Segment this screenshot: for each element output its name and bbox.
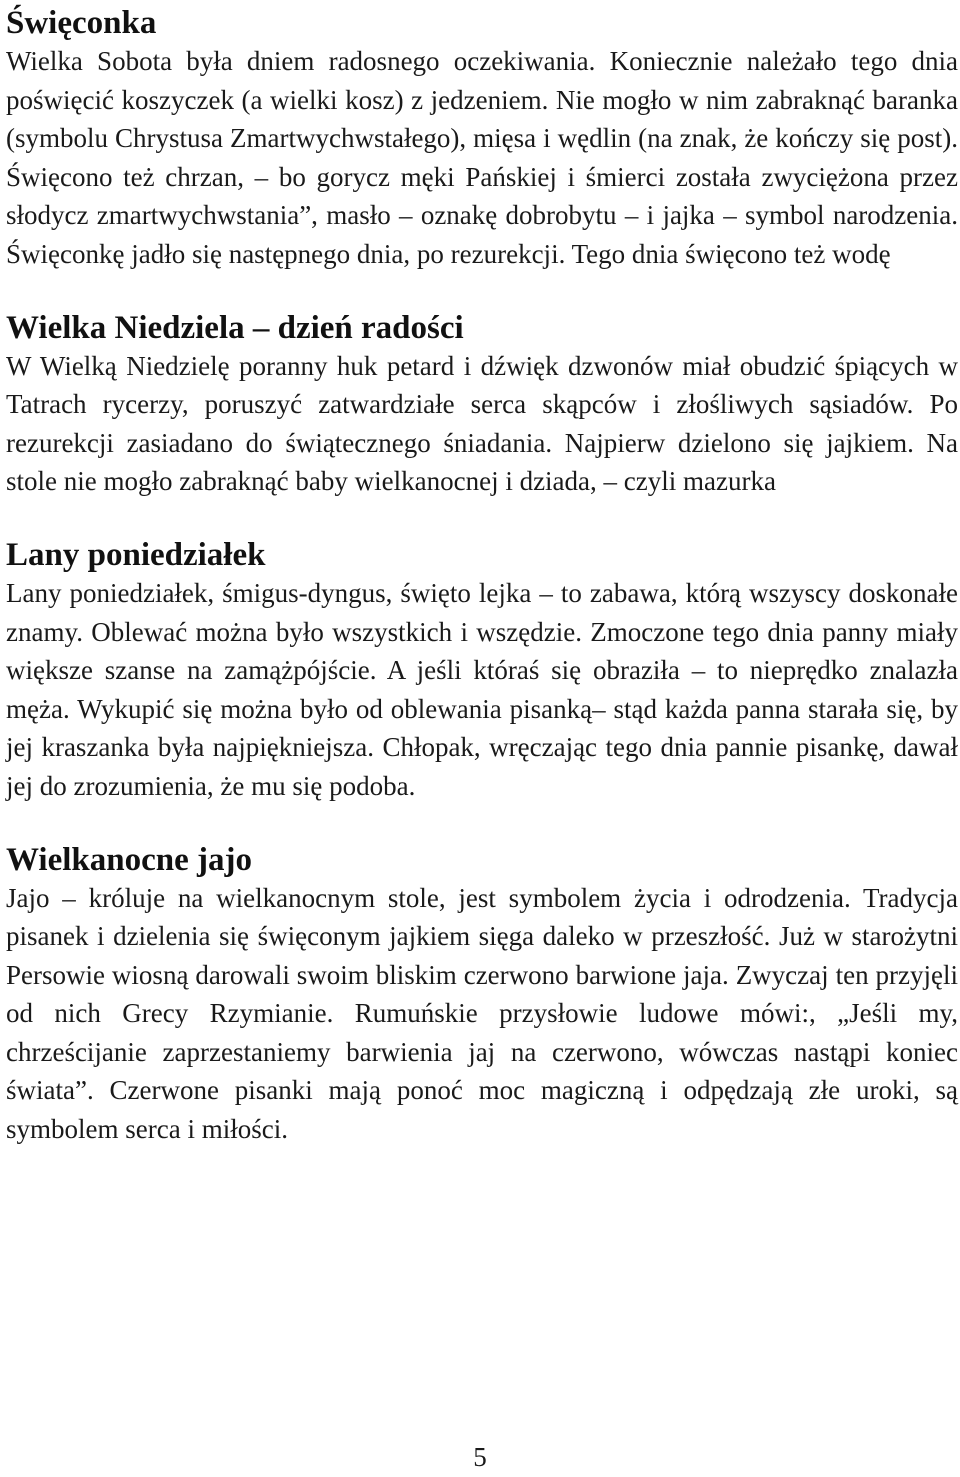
section-heading: Święconka (6, 5, 157, 41)
section-spacer (6, 806, 958, 841)
section-wielkanocne-jajo (6, 841, 958, 1149)
section-wielka-niedziela (6, 309, 958, 501)
page-number: 5 (473, 1442, 487, 1472)
section-heading: Lany poniedziałek (6, 536, 266, 573)
section-spacer (6, 274, 958, 309)
section-lany-poniedzialek (6, 536, 958, 806)
section-spacer (6, 501, 958, 536)
section-swieconka (6, 0, 958, 274)
section-paragraph: Wielka Sobota była dniem radosnego oczekiwania. Koniecznie należało tego dnia poświęcić koszyczek (a wielki kosz) z jedzeniem. Nie mogło w nim zabraknąć baranka (symbolu Chrystusa Zmartwychwstałego), mięsa i wędlin (na znak, że kończy się post). Święcono też chrzan, – bo gorycz męki Pańskiej i śmierci została zwyciężona przez słodycz zmartwychwstania”, masło – oznakę dobrobytu – i jajka – symbol narodzenia. Święconkę jadło się następnego dnia, po rezurekcji. Tego dnia święcono też wodę (6, 46, 958, 269)
section-paragraph: Jajo – króluje na wielkanocnym stole, jest symbolem życia i odrodzenia. Tradycja pisanek i dzielenia się święconym jajkiem sięga daleko w przeszłość. Już w starożytni Persowie wiosną darowali swoim bliskim czerwono barwione jaja. Zwyczaj ten przyjęli od nich Grecy Rzymianie. Rumuńskie przysłowie ludowe mówi:, „Jeśli my, chrześcijanie zaprzestaniemy barwienia jaj na czerwono, wówczas nastąpi koniec świata”. Czerwone pisanki mają ponoć moc magiczną i odpędzają złe uroki, są symbolem serca i miłości. (6, 882, 958, 1145)
section-heading: Wielkanocne jajo (6, 841, 252, 878)
section-paragraph: Lany poniedziałek, śmigus-dyngus, święto lejka – to zabawa, którą wszyscy doskonałe znamy. Oblewać można było wszystkich i wszędzie. Zmoczone tego dnia panny miały większe szanse na zamążpójście. A jeśli któraś się obraziła – to nieprędko znalazła męża. Wykupić się można było od oblewania pisanką– stąd każda panna starała się, by jej kraszanka była najpiękniejsza. Chłopak, wręczając tego dnia pannie pisankę, dawał jej do zrozumienia, że mu się podoba. (6, 577, 958, 801)
section-heading: Wielka Niedziela – dzień radości (6, 309, 464, 346)
section-paragraph: W Wielką Niedzielę poranny huk petard i dźwięk dzwonów miał obudzić śpiących w Tatrach rycerzy, poruszyć zatwardziałe serca skąpców i złośliwych sąsiadów. Po rezurekcji zasiadano do świątecznego śniadania. Najpierw dzielono się jajkiem. Na stole nie mogło zabraknąć baby wielkanocnej i dziada, – czyli mazurka (6, 350, 958, 497)
document-page (6, 0, 958, 1149)
